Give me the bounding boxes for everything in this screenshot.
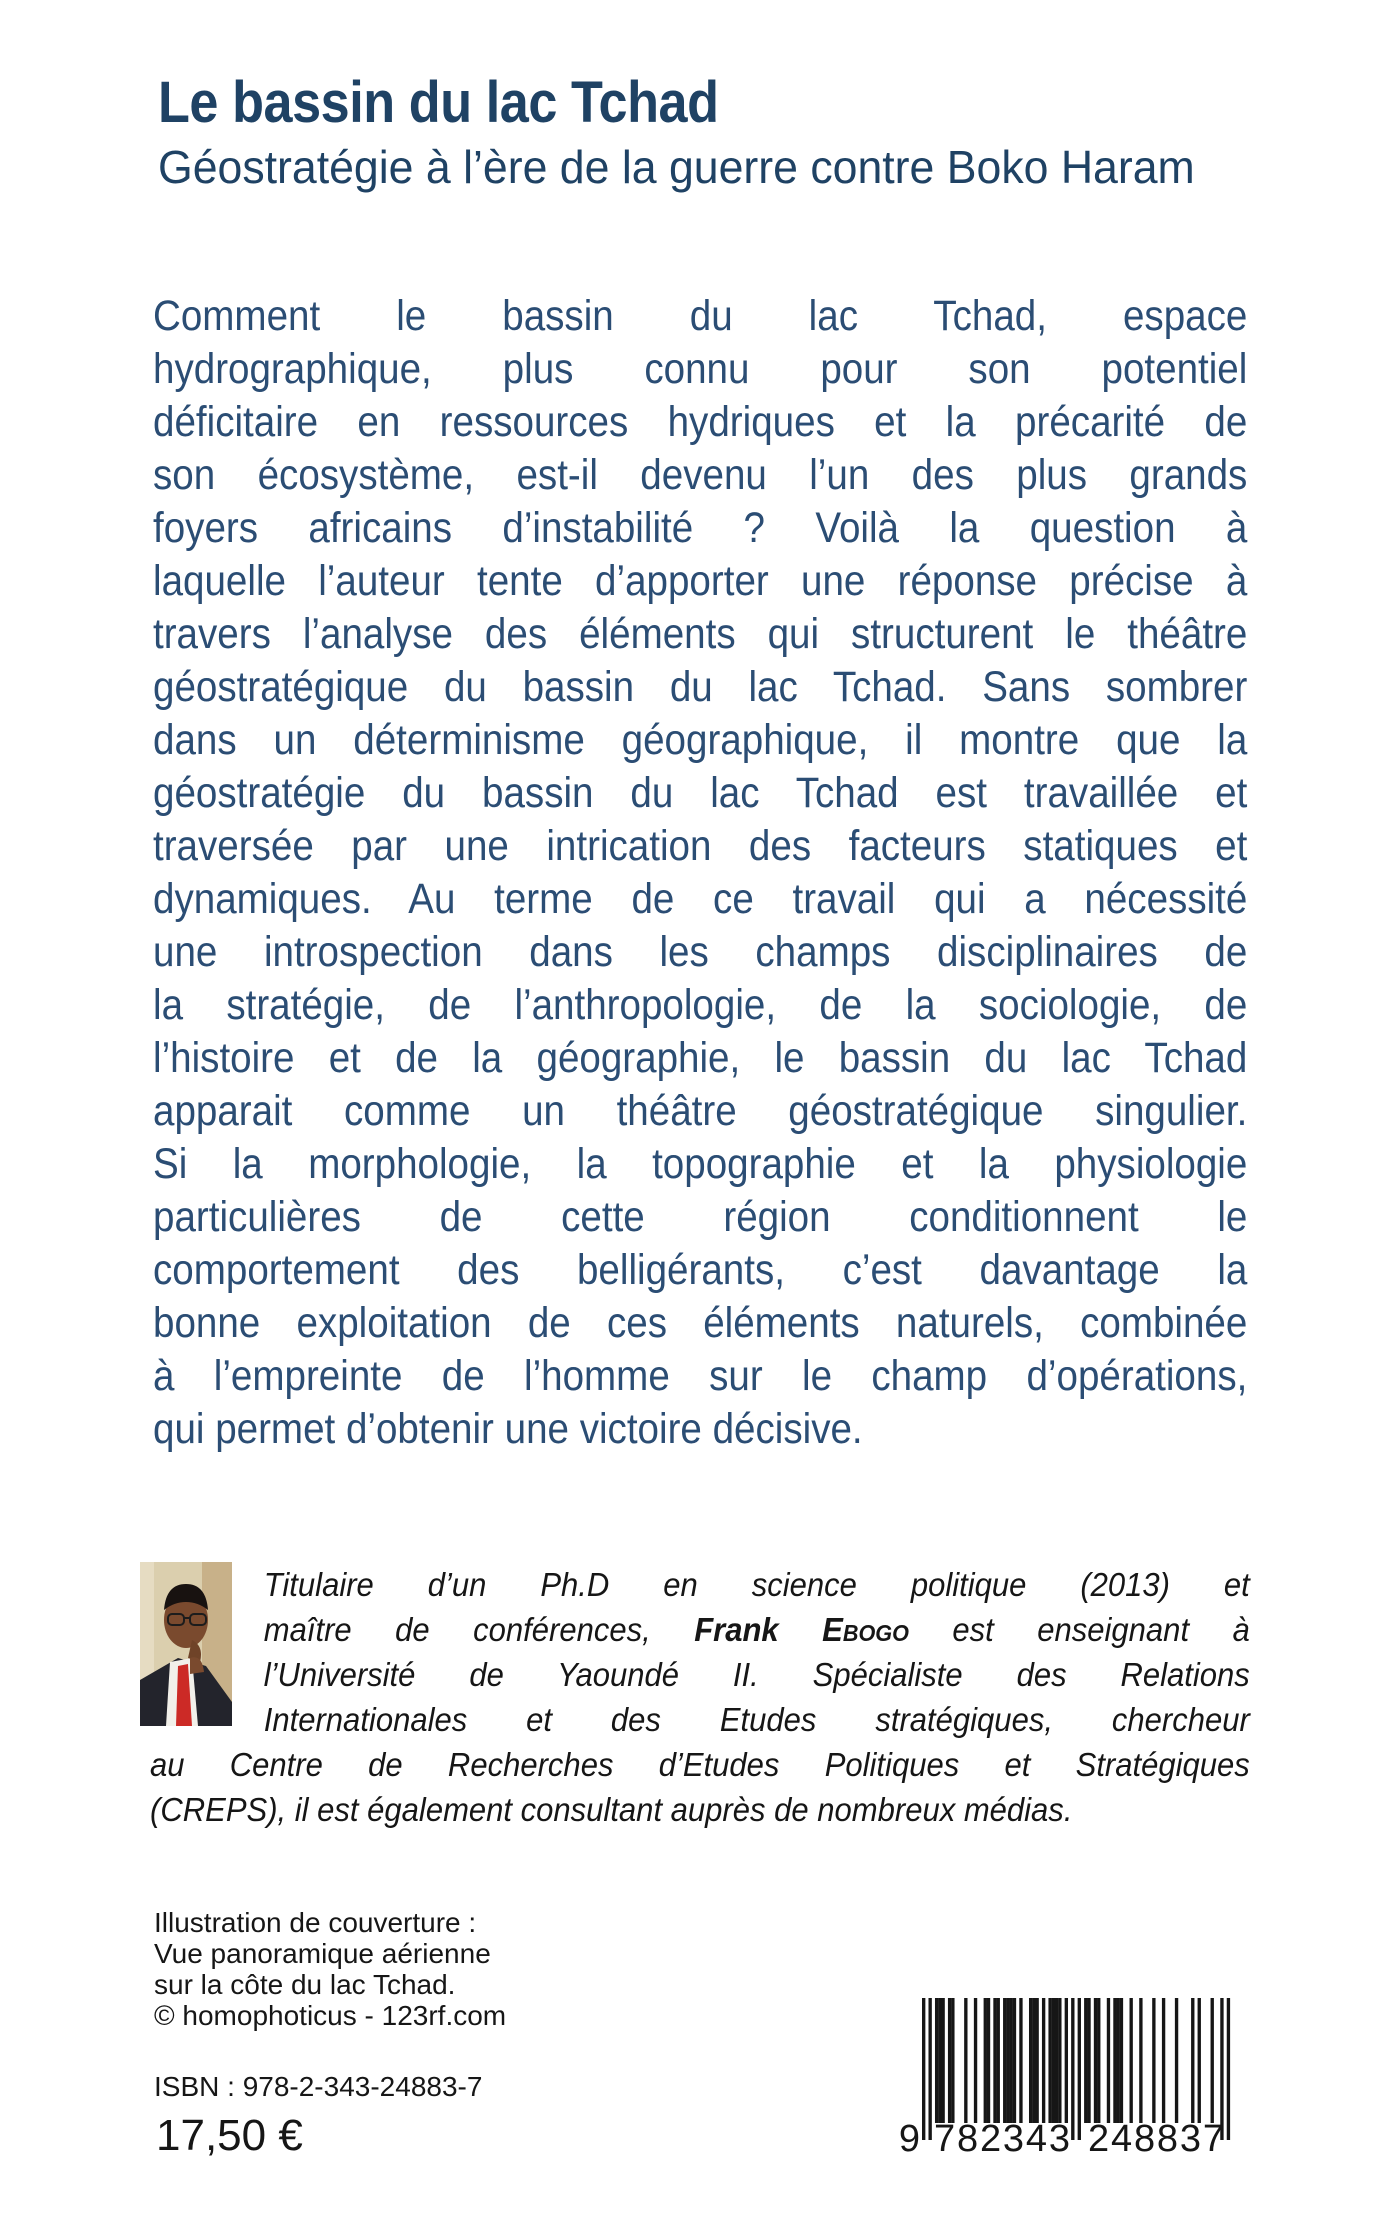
synopsis-line: travers l’analyse des éléments qui structurent le théâtre	[153, 610, 1248, 658]
cover-illustration-note	[154, 1907, 506, 2031]
synopsis-line: bonne exploitation de ces éléments naturels, combinée	[153, 1299, 1248, 1347]
barcode-digit-first: 9	[898, 2118, 920, 2160]
book-subtitle: Géostratégie à l’ère de la guerre contre Boko Haram	[158, 141, 1195, 193]
bio-text: maître de conférences,	[263, 1611, 695, 1648]
synopsis-line: hydrographique, plus connu pour son potentiel	[153, 345, 1248, 393]
price-text: 17,50 €	[156, 2111, 303, 2160]
note-line: Illustration de couverture :	[154, 1907, 477, 1938]
bio-line: au Centre de Recherches d’Etudes Politiques et Stratégiques	[150, 1746, 1250, 1783]
synopsis	[153, 290, 1373, 1456]
barcode	[890, 1998, 1250, 2168]
synopsis-line: qui permet d’obtenir une victoire décisive.	[153, 1405, 863, 1453]
note-line: © homophoticus - 123rf.com	[154, 2000, 507, 2031]
synopsis-line: traversée par une intrication des facteurs statiques et	[153, 822, 1248, 870]
barcode-digits-right: 248837	[1088, 2118, 1224, 2160]
synopsis-line: la stratégie, de l’anthropologie, de la sociologie, de	[153, 981, 1248, 1029]
synopsis-line: à l’empreinte de l’homme sur le champ d’opérations,	[153, 1352, 1248, 1400]
bio-line: l’Université de Yaoundé II. Spécialiste des Relations	[263, 1656, 1250, 1693]
barcode-digits-left: 782343	[934, 2118, 1070, 2160]
synopsis-line: géostratégie du bassin du lac Tchad est travaillée et	[153, 769, 1248, 817]
synopsis-line: Comment le bassin du lac Tchad, espace	[153, 292, 1248, 340]
synopsis-line: l’histoire et de la géographie, le bassin du lac Tchad	[153, 1034, 1248, 1082]
synopsis-line: comportement des belligérants, c’est davantage la	[153, 1246, 1248, 1294]
synopsis-line: dynamiques. Au terme de ce travail qui a nécessité	[153, 875, 1248, 923]
author-name-first: Frank	[694, 1611, 823, 1648]
synopsis-line: apparait comme un théâtre géostratégique singulier.	[153, 1087, 1248, 1135]
book-title: Le bassin du lac Tchad	[158, 70, 719, 135]
synopsis-line: géostratégique du bassin du lac Tchad. Sans sombrer	[153, 663, 1248, 711]
synopsis-line: foyers africains d’instabilité ? Voilà la question à	[153, 504, 1248, 552]
synopsis-line: particulières de cette région conditionnent le	[153, 1193, 1248, 1241]
bio-text: est enseignant à	[908, 1611, 1250, 1648]
synopsis-line: laquelle l’auteur tente d’apporter une réponse précise à	[153, 557, 1248, 605]
synopsis-line: son écosystème, est-il devenu l’un des plus grands	[153, 451, 1248, 499]
synopsis-line: Si la morphologie, la topographie et la physiologie	[153, 1140, 1248, 1188]
author-bio	[150, 1562, 1320, 1832]
isbn-text: ISBN : 978-2-343-24883-7	[154, 2071, 483, 2102]
note-line: sur la côte du lac Tchad.	[154, 1969, 456, 2000]
note-line: Vue panoramique aérienne	[154, 1938, 491, 1969]
bio-line: Internationales et des Etudes stratégiques, chercheur	[263, 1701, 1250, 1738]
bio-line: (CREPS), il est également consultant auprès de nombreux médias.	[150, 1791, 1073, 1828]
synopsis-line: dans un déterminisme géographique, il montre que la	[153, 716, 1248, 764]
synopsis-line: une introspection dans les champs disciplinaires de	[153, 928, 1248, 976]
author-name-last: Ebogo	[822, 1611, 909, 1648]
synopsis-line: déficitaire en ressources hydriques et la précarité de	[153, 398, 1248, 446]
bio-line: Titulaire d’un Ph.D en science politique (2013) et	[263, 1566, 1250, 1603]
bio-line	[150, 1607, 1250, 1652]
